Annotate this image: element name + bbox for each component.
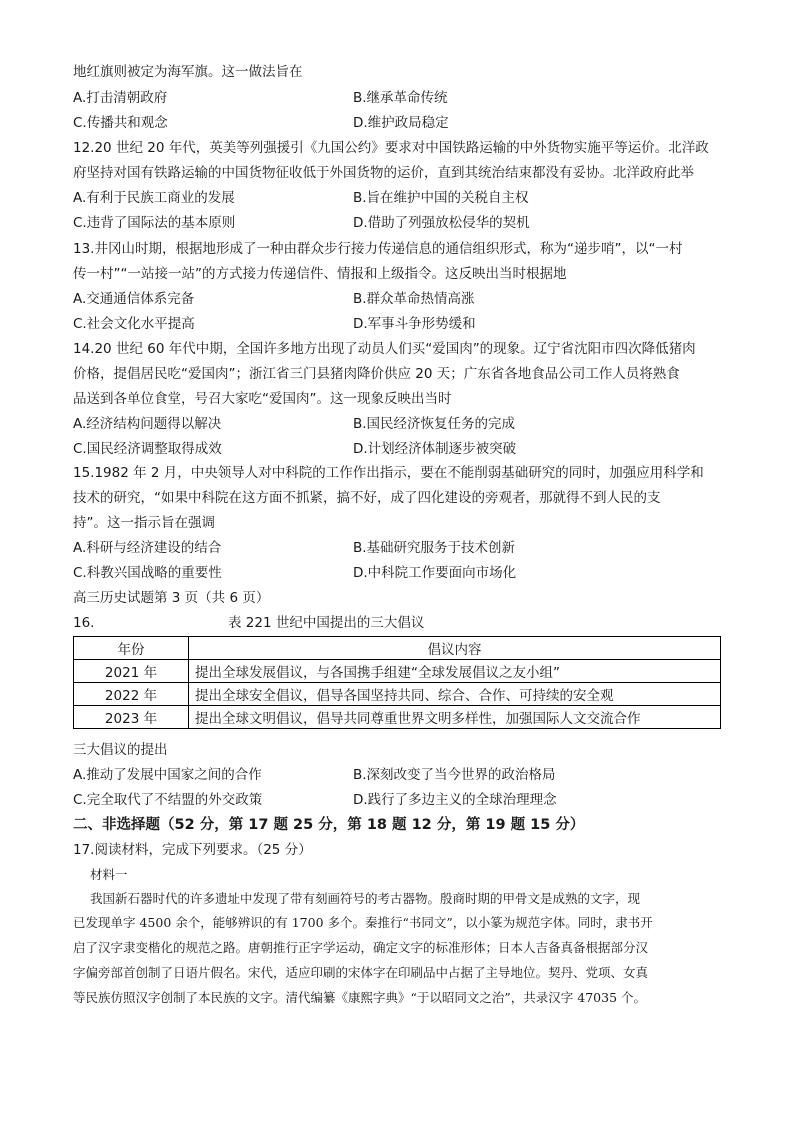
q13-option-d: D.军事斗争形势缓和: [353, 316, 476, 332]
q16-option-b: B.深刻改变了当今世界的政治格局: [353, 767, 556, 783]
q16-stem: 三大倡议的提出: [73, 742, 168, 758]
q14-stem-line1: 14.20 世纪 60 年代中期，全国许多地方出现了动员人们买“爱国肉”的现象。辽宁省沈阳市四次降低猪肉: [73, 341, 696, 357]
material-line: 等民族仿照汉字创制了本民族的文字。清代编纂《康熙字典》“于以昭同文之治”，共录汉字 47035 个。: [73, 990, 646, 1005]
q12-stem-line2: 府坚持对国有铁路运输的中国货物征收低于外国货物的运价，直到其统治结束都没有妥协。北洋政府此举: [73, 165, 694, 181]
q13-stem-line2: 传一村”“一站接一站”的方式接力传递信件、情报和上级指令。这反映出当时根据地: [73, 266, 567, 282]
table-cell-content: 提出全球文明倡议，倡导共同尊重世界文明多样性，加强国际人文交流合作: [189, 706, 721, 729]
table-header-content: 倡议内容: [189, 637, 721, 660]
q16-option-a: A.推动了发展中国家之间的合作: [73, 767, 262, 783]
table-row: [74, 660, 721, 683]
q12-option-b: B.旨在维护中国的关税自主权: [353, 190, 529, 206]
q14-stem-line2: 价格，提倡居民吃“爱国肉”；浙江省三门县猪肉降价供应 20 天；广东省各地食品公司工作人员将熟食: [73, 366, 680, 382]
q12-option-a: A.有利于民族工商业的发展: [73, 190, 235, 206]
q16-number: 16.: [73, 615, 95, 631]
q14-option-a: A.经济结构问题得以解决: [73, 416, 222, 432]
q14-stem-line3: 品送到各单位食堂，号召大家吃“爱国肉”。这一现象反映出当时: [73, 391, 452, 407]
q15-option-b: B.基础研究服务于技术创新: [353, 540, 516, 556]
table-row: [74, 706, 721, 729]
table-cell-year: 2022 年: [74, 683, 189, 706]
q11-stem-end: 地红旗则被定为海军旗。这一做法旨在: [73, 64, 303, 80]
q14-option-c: C.国民经济调整取得成效: [73, 441, 222, 457]
q15-option-d: D.中科院工作要面向市场化: [353, 565, 517, 581]
q15-option-c: C.科教兴国战略的重要性: [73, 565, 222, 581]
table-header-row: [74, 637, 721, 660]
material-line: 已发现单字 4500 余个，能够辨识的有 1700 多个。秦推行“书同文”，以小篆为规范字体。同时，隶书开: [73, 915, 653, 930]
q13-option-b: B.群众革命热情高涨: [353, 291, 475, 307]
q13-stem-line1: 13.井冈山时期，根据地形成了一种由群众步行接力传递信息的通信组织形式，称为“递步哨”，以“一村: [73, 241, 683, 257]
material-line: 字偏旁部首创制了日语片假名。宋代，适应印刷的宋体字在印刷品中占据了主导地位。契丹、党项、女真: [73, 965, 649, 980]
q14-option-d: D.计划经济体制逐步被突破: [353, 441, 517, 457]
q11-option-c: C.传播共和观念: [73, 115, 168, 131]
q11-option-a: A.打击清朝政府: [73, 90, 168, 106]
table-header-year: 年份: [74, 637, 189, 660]
q15-stem-line1: 15.1982 年 2 月，中央领导人对中科院的工作作出指示，要在不能削弱基础研究的同时，加强应用科学和: [73, 465, 704, 481]
q15-stem-line2: 技术的研究，“如果中科院在这方面不抓紧，搞不好，成了四化建设的旁观者，那就得不到人民的支: [73, 490, 661, 506]
initiatives-table: [73, 636, 721, 729]
q12-stem-line1: 12.20 世纪 20 年代，英美等列强援引《九国公约》要求对中国铁路运输的中外货物实施平等运价。北洋政: [73, 140, 709, 156]
table-cell-year: 2023 年: [74, 706, 189, 729]
q15-option-a: A.科研与经济建设的结合: [73, 540, 222, 556]
page-footer: 高三历史试题第 3 页（共 6 页）: [73, 590, 270, 606]
table-caption: 表 221 世纪中国提出的三大倡议: [228, 615, 425, 631]
material-line: 我国新石器时代的许多遗址中发现了带有刻画符号的考古器物。殷商时期的甲骨文是成熟的文字，现: [90, 891, 641, 906]
q17-stem: 17.阅读材料，完成下列要求。（25 分）: [73, 842, 312, 858]
q11-option-d: D.维护政局稳定: [353, 115, 449, 131]
table-cell-content: 提出全球发展倡议，与各国携手组建“全球发展倡议之友小组”: [189, 660, 721, 683]
q16-option-d: D.践行了多边主义的全球治理理念: [353, 792, 557, 808]
section-heading: 二、非选择题（52 分，第 17 题 25 分，第 18 题 12 分，第 19 题 15 分）: [73, 817, 585, 833]
table-row: [74, 683, 721, 706]
table-cell-year: 2021 年: [74, 660, 189, 683]
q12-option-d: D.借助了列强放松侵华的契机: [353, 215, 530, 231]
table-cell-content: 提出全球安全倡议，倡导各国坚持共同、综合、合作、可持续的安全观: [189, 683, 721, 706]
q12-option-c: C.违背了国际法的基本原则: [73, 215, 236, 231]
q11-option-b: B.继承革命传统: [353, 90, 448, 106]
q13-option-c: C.社会文化水平提高: [73, 316, 195, 332]
q14-option-b: B.国民经济恢复任务的完成: [353, 416, 516, 432]
q13-option-a: A.交通通信体系完备: [73, 291, 195, 307]
material-label: 材料一: [90, 867, 128, 882]
q16-option-c: C.完全取代了不结盟的外交政策: [73, 792, 263, 808]
q15-stem-line3: 持”。这一指示旨在强调: [73, 515, 215, 531]
material-line: 启了汉字隶变楷化的规范之路。唐朝推行正字学运动，确定文字的标准形体；日本人吉备真备根据部分汉: [73, 940, 649, 955]
